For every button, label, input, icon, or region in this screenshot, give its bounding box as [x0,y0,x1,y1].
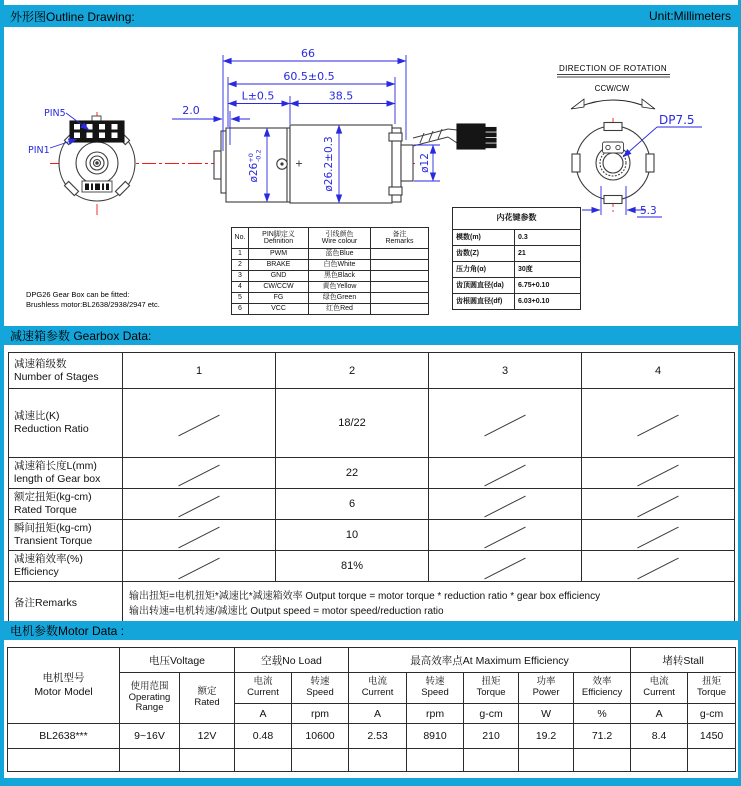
remarks-row: 备注Remarks 输出扭矩=电机扭矩*减速比*减速箱效率 Output torque = motor torque * reduction ratio * gear box efficiency 输出转速=电机转速/减速比 Output speed = motor speed/reduction ratio [9,582,735,626]
motor-section-title: 电机参数Motor Data : [10,624,125,638]
direction-of-rotation [557,64,670,109]
na-slash [484,527,525,549]
motor-model-value: BL2638*** [8,724,120,749]
stages-row: 减速箱级数 Number of Stages 1 2 3 4 [9,353,735,389]
stall-group-header: 堵转Stall [631,648,736,673]
page-border-bottom [0,778,741,786]
me-current-header: 电流 Current [349,673,407,704]
front-label-mark [82,181,112,192]
no-load-group-header: 空载No Load [235,648,349,673]
pin-row: 6 VCC 红色Red [232,304,429,315]
na-slash [484,465,525,487]
spline-pitch-label: DP7.5 [659,113,695,127]
direction-label: DIRECTION OF ROTATION [558,64,668,73]
pin-row: 3 GND 黑色Black [232,271,429,282]
na-slash [484,558,525,580]
pin-row: 4 CW/CCW 黄色Yellow [232,282,429,293]
na-slash [178,527,219,549]
lead-wire [413,129,457,146]
pin-col-remarks: 备注 Remarks [371,228,429,249]
spline-row: 齿根圆直径(df) 6.03+0.10 [453,294,581,310]
rated-header: 额定 Rated [180,673,235,724]
motor-group-header-row [8,648,736,673]
outline-drawing-title: 外形图Outline Drawing: [10,9,135,24]
motor-empty-row [8,749,736,772]
front-connector [70,121,124,142]
transient-torque-row: 瞬间扭矩(kg-cm) Transient Torque 10 [9,520,735,551]
front-view [59,116,135,201]
na-slash [637,496,678,518]
na-slash [178,496,219,518]
gearbox-section-bar [3,326,738,345]
dim-motor-length: 38.5 [328,89,354,103]
dim-front-offset: 2.0 [182,104,200,117]
spline-table-title: 内花键参数 [453,208,581,230]
pin-col-definition: PIN脚定义 Definition [249,228,309,249]
na-slash [637,465,678,487]
rated-torque-row: 额定扭矩(kg-cm) Rated Torque 6 [9,489,735,520]
spline-row: 模数(m) 0.3 [453,230,581,246]
na-slash [178,465,219,487]
efficiency-row: 减速箱效率(%) Efficiency 81% [9,551,735,582]
nl-current-header: 电流 Current [235,673,292,704]
dim-motor-diameter: ø26.2±0.3 [323,136,335,192]
gearbox-length-row: 减速箱长度L(mm) length of Gear box 22 [9,458,735,489]
me-power-header: 功率 Power [519,673,574,704]
reduction-ratio-row: 减速比(K) Reduction Ratio 18/22 [9,389,735,458]
fitting-note: DPG26 Gear Box can be fitted: Brushless motor:BL2638/2938/2947 etc. [26,290,160,309]
na-slash [484,415,525,437]
pin-table-header-row [232,228,429,249]
spline-row: 齿顶圆直径(da) 6.75+0.10 [453,278,581,294]
pin-col-no: No. [232,228,249,249]
pin1-label: PIN1 [28,145,50,156]
st-current-header: 电流 Current [631,673,688,704]
dim-gearbox-length: L±0.5 [241,89,275,103]
pin-definition-table [231,227,429,315]
rotation-label: CCW/CW [594,84,630,93]
na-slash [178,415,219,437]
motor-data-table [7,647,736,772]
pin-col-colour: 引线颜色 Wire colour [309,228,371,249]
max-efficiency-group-header: 最高效率点At Maximum Efficiency [349,648,631,673]
spline-row: 齿数(Z) 21 [453,246,581,262]
me-efficiency-header: 效率 Efficiency [574,673,631,704]
gearbox-section-title: 减速箱参数 Gearbox Data: [10,329,152,343]
voltage-group-header: 电压Voltage [120,648,235,673]
pin-row: 1 PWM 蓝色Blue [232,249,429,260]
motor-data-row: BL2638*** 9~16V 12V 0.48 10600 2.53 8910 210 19.2 71.2 8.4 1450 [8,724,736,749]
remarks-label: 备注Remarks [9,582,123,626]
spline-row: 压力角(α) 30度 [453,262,581,278]
rear-view [572,123,654,204]
dim-rear-boss-diameter: ø12 [419,153,431,173]
pin-row: 2 BRAKE 白色White [232,260,429,271]
pin5-label: PIN5 [44,108,66,119]
internal-spline-table [452,207,581,310]
na-slash [637,558,678,580]
na-slash [637,415,678,437]
me-torque-header: 扭矩 Torque [464,673,519,704]
gearbox-data-table [8,352,735,626]
motor-model-header: 电机型号 Motor Model [8,648,120,724]
dim-spline-width: 5.3 [640,205,657,217]
me-speed-header: 转速 Speed [407,673,464,704]
pin-row: 5 FG 绿色Green [232,293,429,304]
st-torque-header: 扭矩 Torque [688,673,736,704]
nl-speed-header: 转速 Speed [292,673,349,704]
motor-section-bar [3,621,738,640]
wire-connector [457,124,496,149]
operating-range-header: 使用范围 Operating Range [120,673,180,724]
units-row: A rpm A rpm g-cm W % A g-cm [8,704,736,724]
dim-overall-length: 66 [301,47,315,60]
na-slash [178,558,219,580]
unit-label: Unit:Millimeters [648,9,731,23]
dim-body-length: 60.5±0.5 [283,70,335,83]
na-slash [484,496,525,518]
na-slash [637,527,678,549]
dim-gearbox-diameter: $ø26^{+0}-0.2$ [247,149,263,183]
